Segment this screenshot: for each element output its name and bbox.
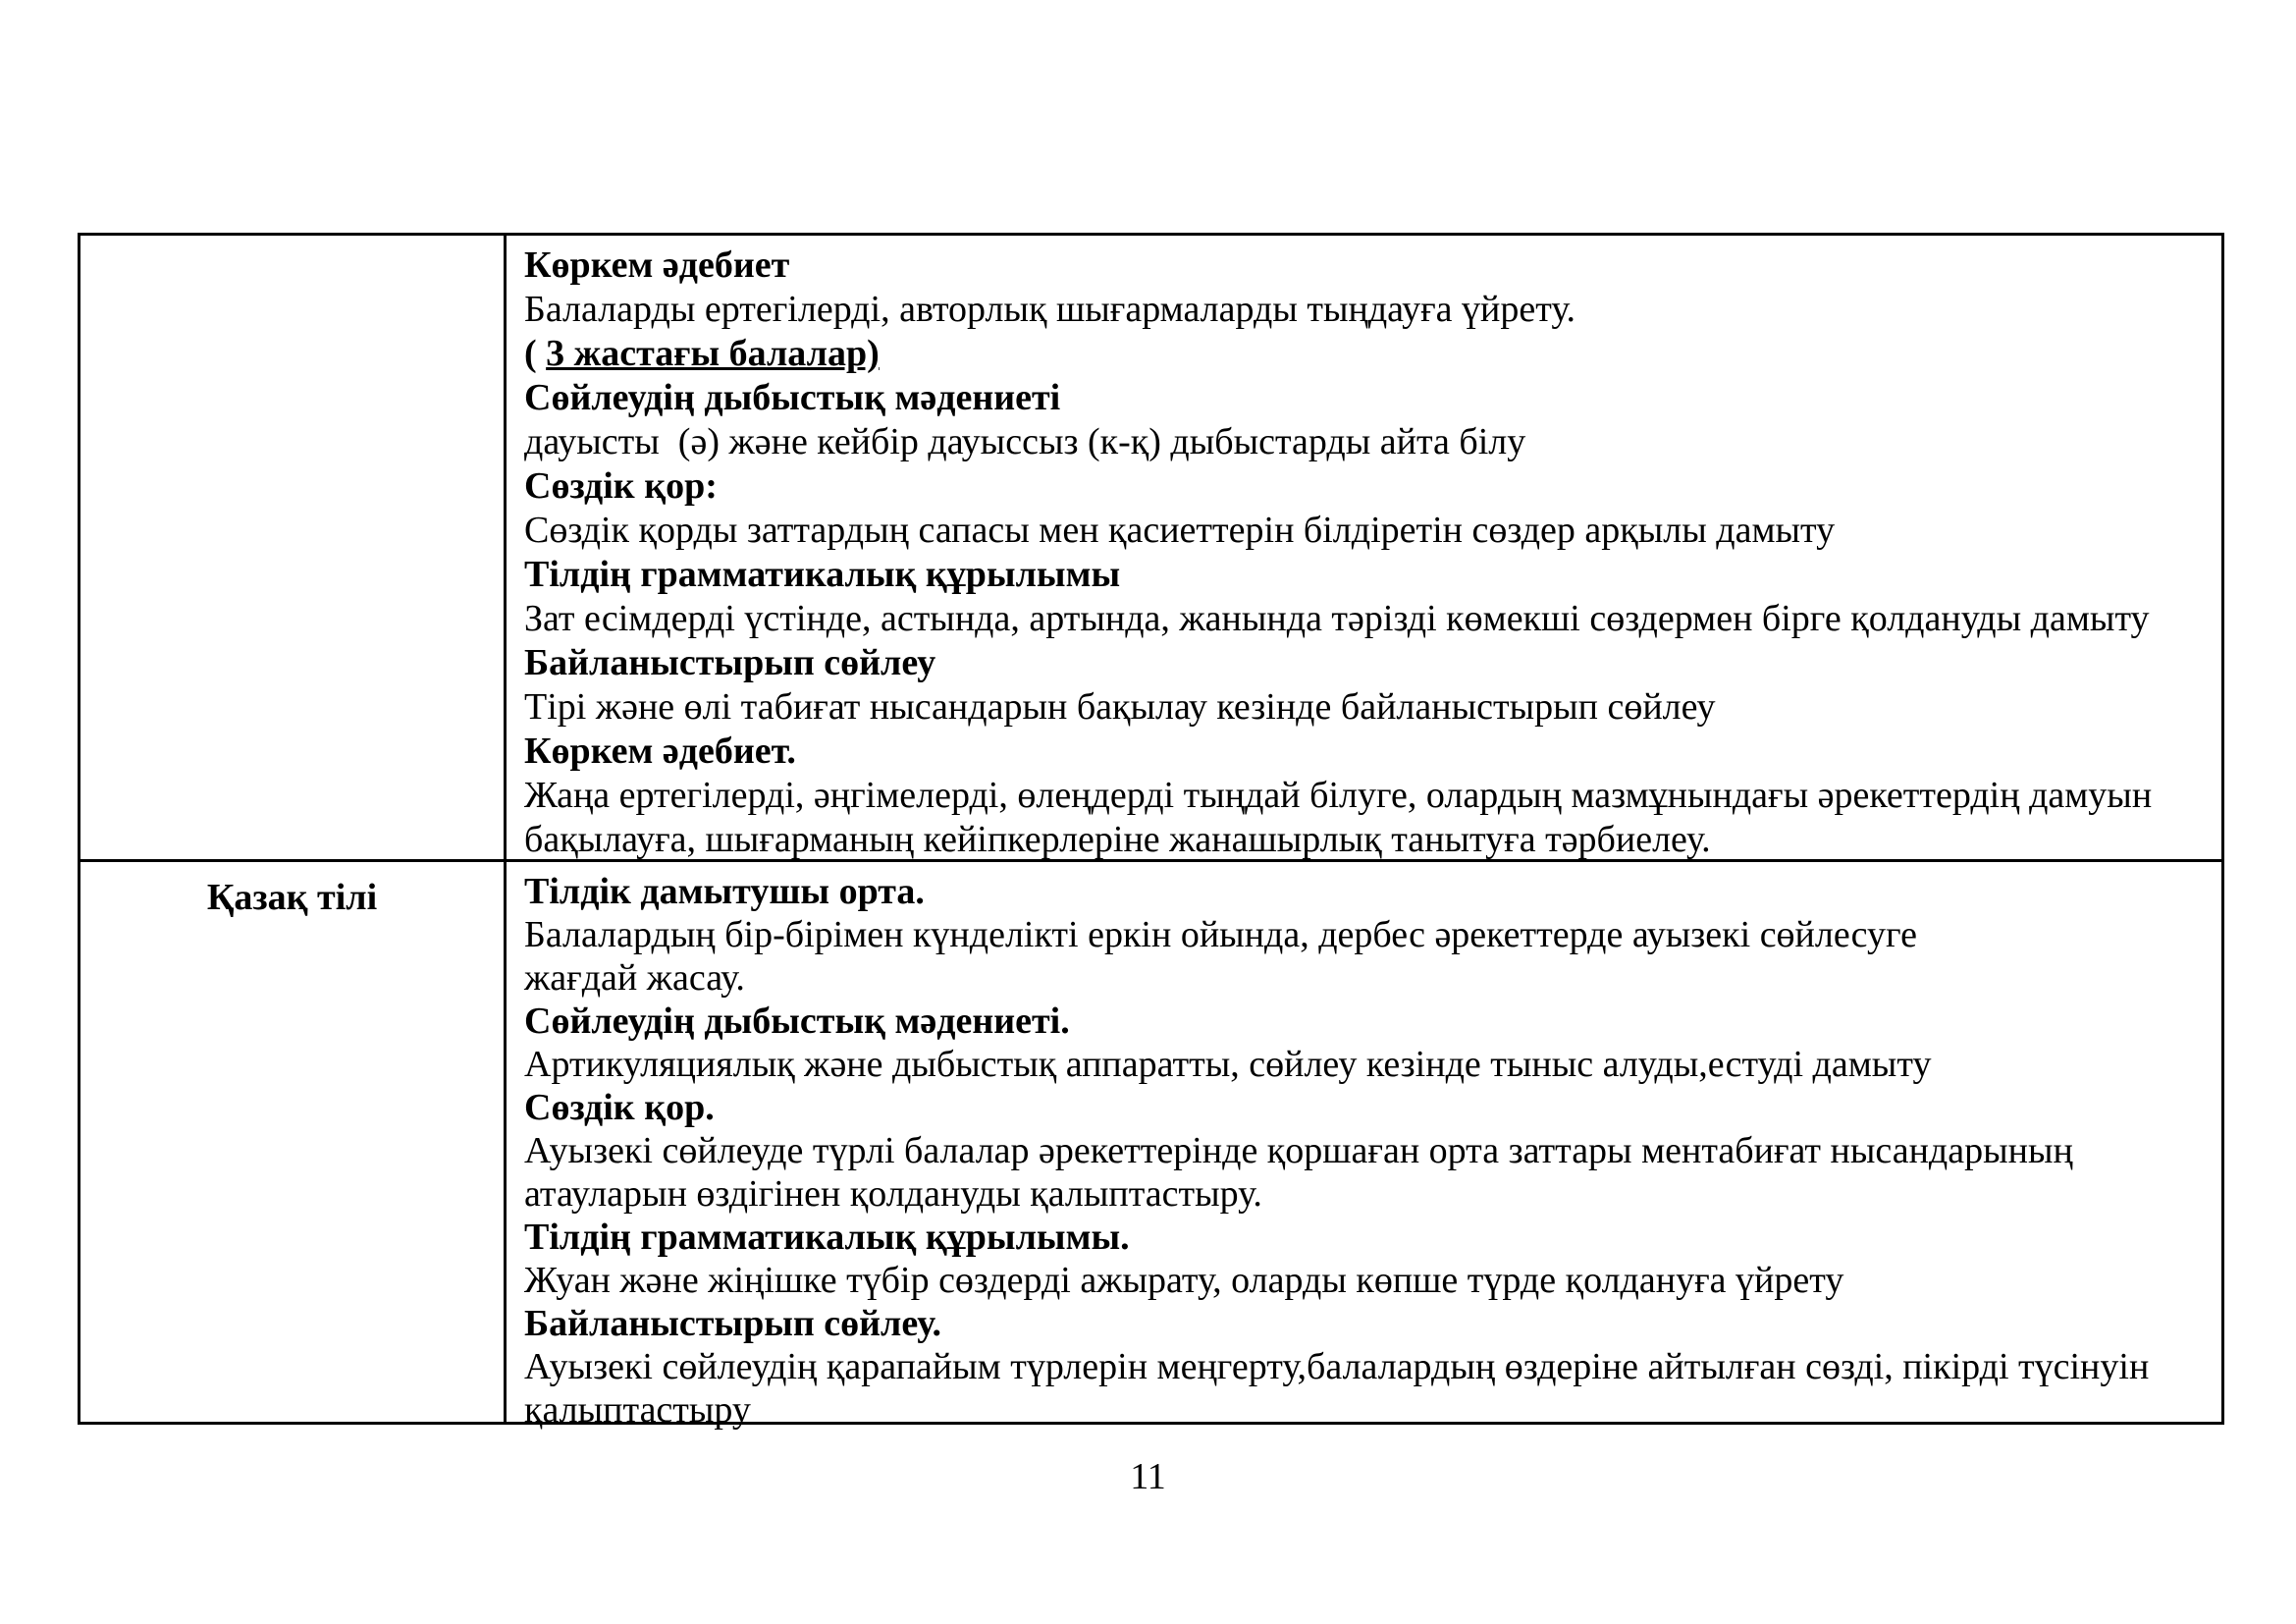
text-line: Тірі және өлі табиғат нысандарын бақылау кезінде байланыстырып сөйлеу: [524, 686, 1716, 728]
page-number: 11: [1130, 1456, 1166, 1497]
text-line: бақылауға, шығарманың кейіпкерлеріне жанашырлық танытуға тәрбиелеу.: [524, 819, 1711, 860]
text-line: Сөйлеудің дыбыстық мәдениеті: [524, 377, 1061, 418]
text-line: Жаңа ертегілерді, әңгімелерді, өлеңдерді тыңдай білуге, олардың мазмұнындағы әрекеттердің дамуын: [524, 775, 2153, 816]
row-label: Қазақ тілі: [206, 877, 378, 918]
text-line: дауысты (ә) және кейбір дауыссыз (к-қ) дыбыстарды айта білу: [524, 421, 1526, 462]
text-line: Балалардың бір-бірімен күнделікті еркін ойында, дербес әрекеттерде ауызекі сөйлесуге: [524, 914, 1917, 955]
content-table: [78, 233, 2224, 1431]
text-line: Балаларды ертегілерді, авторлық шығармаларды тыңдауға үйрету.: [524, 289, 1576, 330]
underline-prefix: (: [524, 333, 547, 374]
underlined-text: 3 жастағы балалар): [546, 333, 880, 374]
text-line: Сөйлеудің дыбыстық мәдениеті.: [524, 1001, 1070, 1042]
text-line: Сөздік қор:: [524, 465, 718, 507]
text-line: Көркем әдебиет: [524, 244, 790, 286]
text-line: Байланыстырып сөйлеу: [524, 642, 936, 683]
text-line: Ауызекі сөйлеудің қарапайым түрлерін меңгерту,балалардың өздеріне айтылған сөзді, пікірді түсінуін: [524, 1346, 2150, 1387]
text-line: Көркем әдебиет.: [524, 731, 796, 772]
text-line: Тілдің грамматикалық құрылымы.: [524, 1217, 1130, 1258]
text-line: Байланыстырып сөйлеу.: [524, 1303, 941, 1344]
text-line: Жуан және жіңішке түбір сөздерді ажырату, оларды көпше түрде қолдануға үйрету: [524, 1260, 1844, 1301]
text-line: Артикуляциялық және дыбыстық аппаратты, сөйлеу кезінде тыныс алуды,естуді дамыту: [524, 1044, 1932, 1085]
text-line: жағдай жасау.: [524, 957, 745, 999]
row2-right-cell: [507, 862, 2221, 1431]
text-line: Зат есімдерді үстінде, астында, артында, жанында тәрізді көмекші сөздермен бірге қолдануды дамыту: [524, 598, 2150, 639]
row1-left-cell: [80, 236, 507, 859]
row1-right-cell: [507, 236, 2221, 859]
text-line: Тілдің грамматикалық құрылымы: [524, 554, 1121, 595]
text-line: қалыптастыру: [524, 1389, 751, 1431]
table-row: [80, 862, 2221, 1431]
text-line: Сөздік қор.: [524, 1087, 715, 1128]
text-line: Ауызекі сөйлеуде түрлі балалар әрекеттерінде қоршаған орта заттары ментабиғат нысандарының: [524, 1130, 2073, 1171]
row2-left-cell: [80, 862, 507, 1422]
text-line: Сөздік қорды заттардың сапасы мен қасиеттерін білдіретін сөздер арқылы дамыту: [524, 510, 1836, 551]
text-line-underlined: [524, 332, 2221, 376]
text-line: атауларын өздігінен қолдануды қалыптастыру.: [524, 1173, 1262, 1215]
text-line: Тілдік дамытушы орта.: [524, 871, 925, 912]
table-row: [80, 236, 2221, 862]
